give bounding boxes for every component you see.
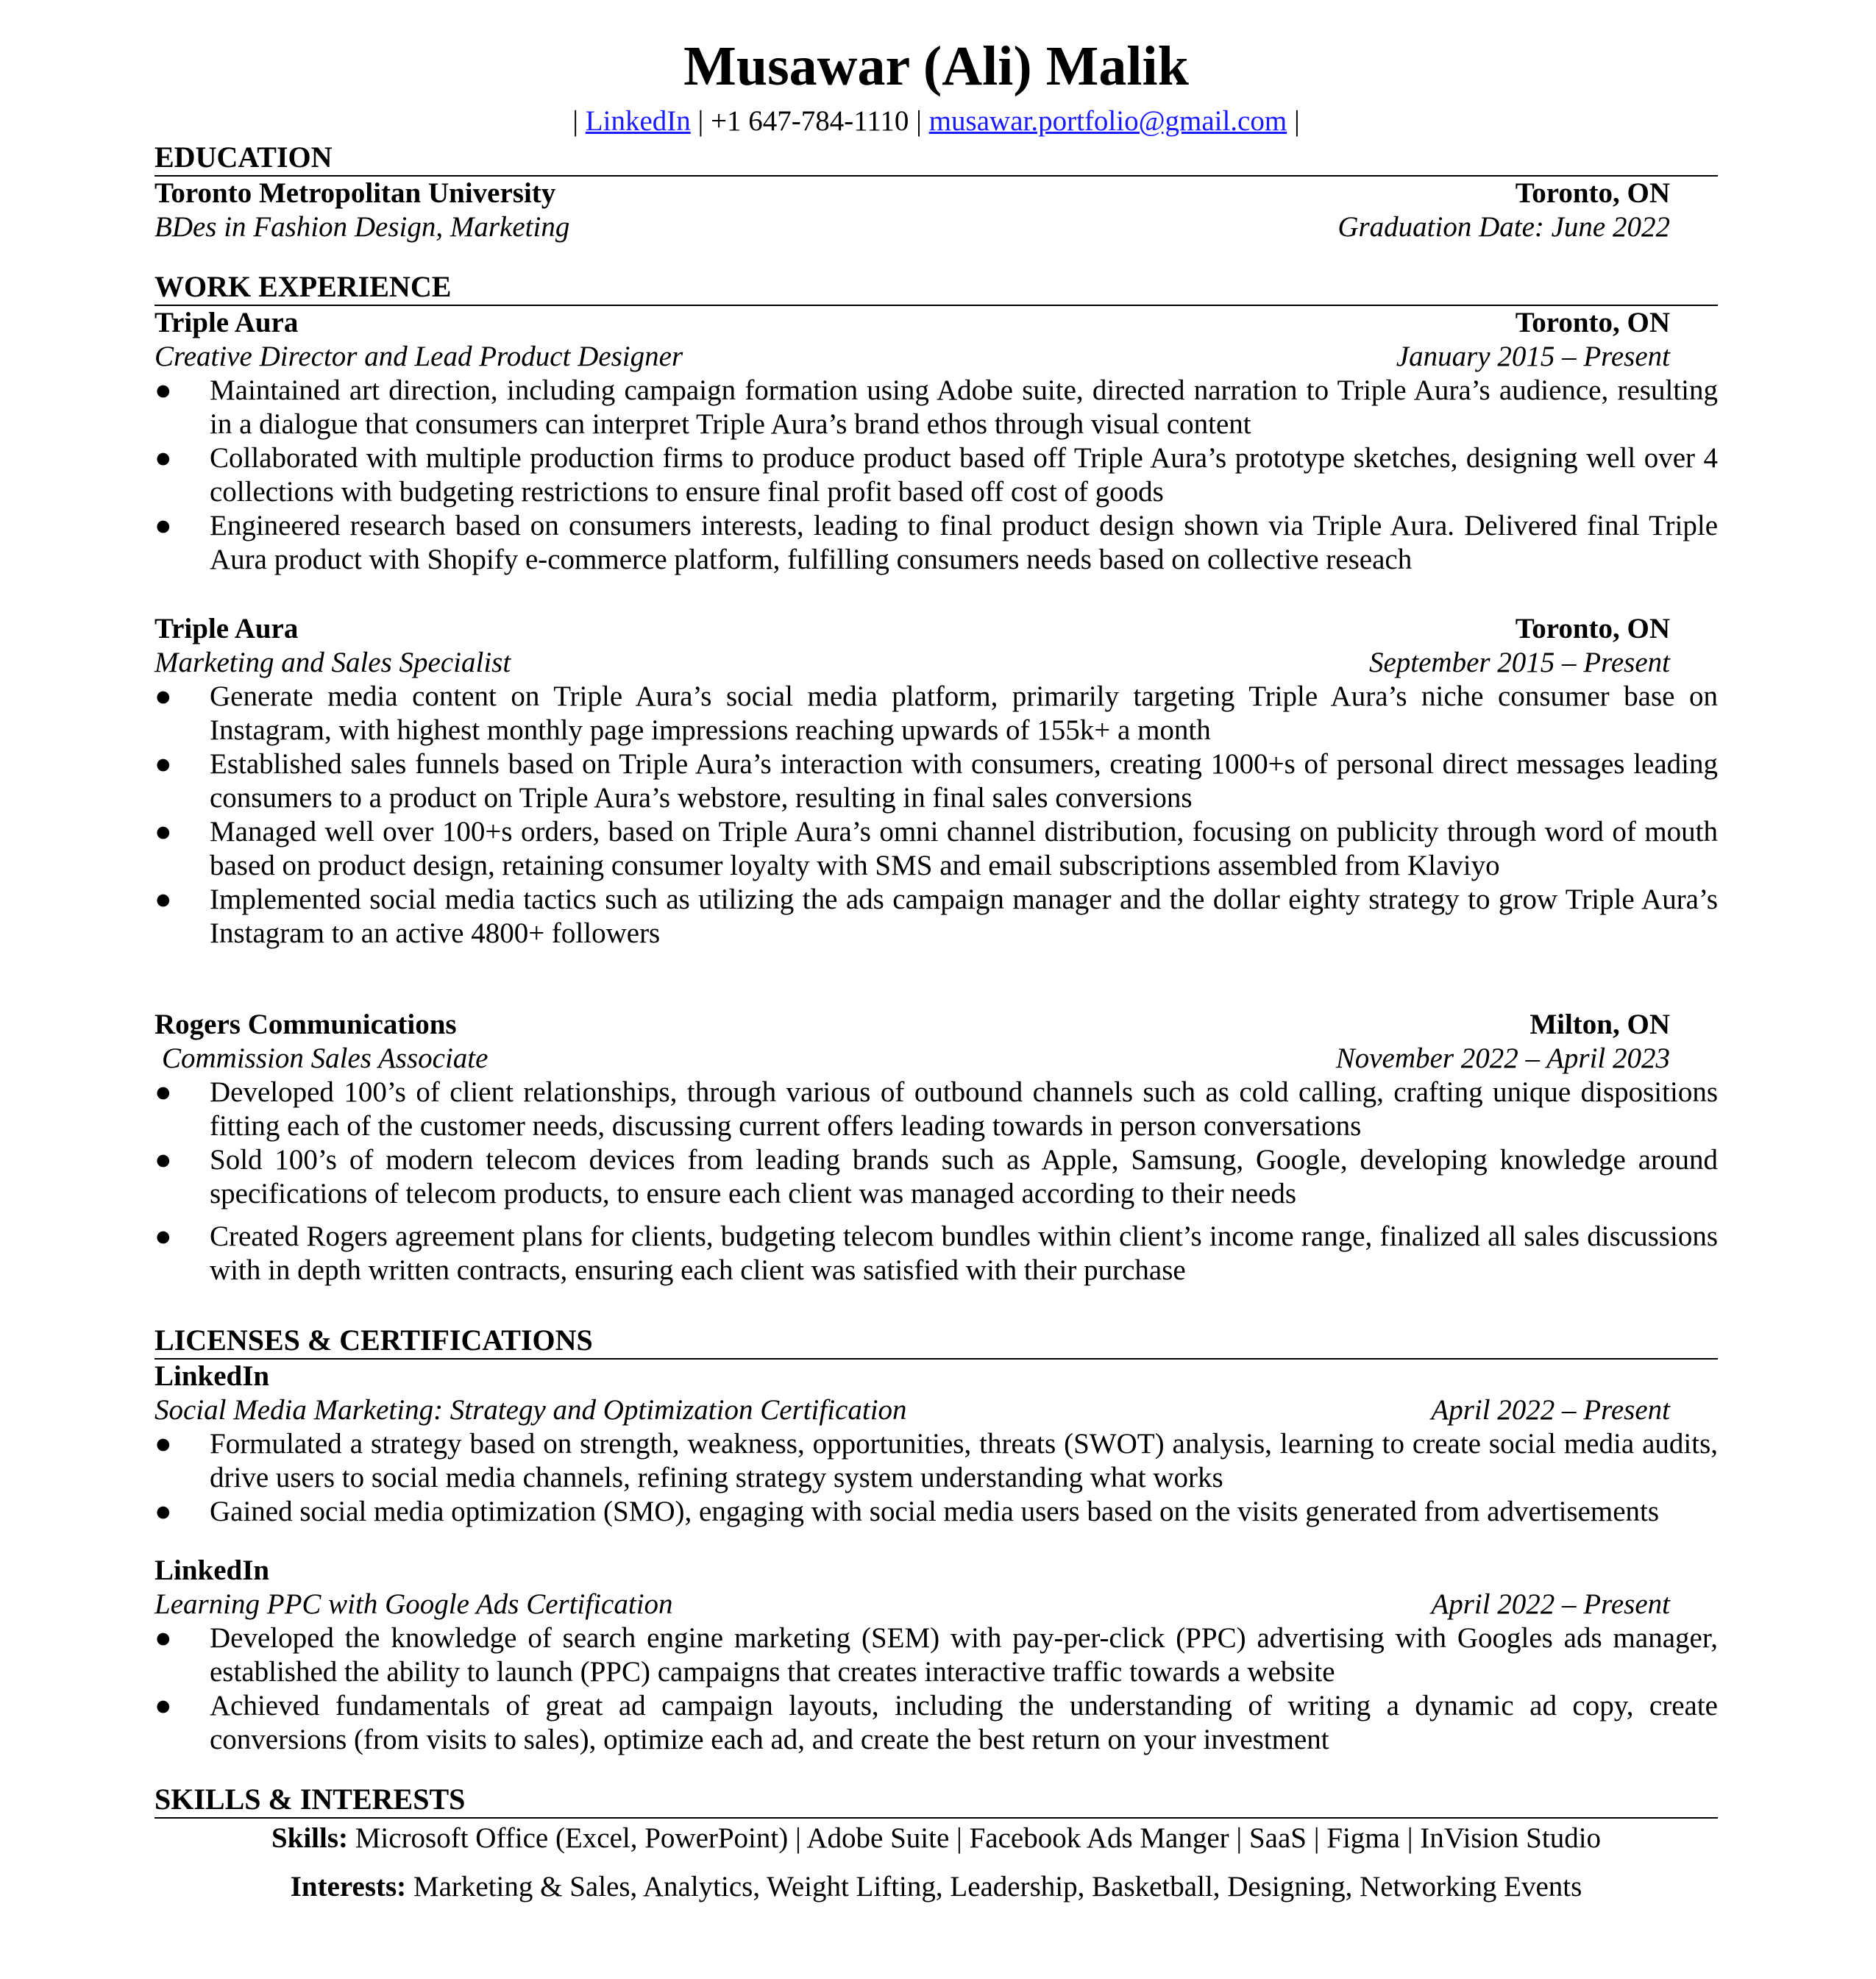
list-item: ● Established sales funnels based on Triple Aura’s interaction with consumers, creating 1000+s of personal direct messages leading consumers to a product on Triple Aura’s webstore, resulting in final sales conversions bbox=[154, 748, 1718, 814]
list-item: ● Generate media content on Triple Aura’s social media platform, primarily targeting Triple Aura’s niche consumer base on Instagram, with highest monthly page impressions reaching upwards of 155k+ a month bbox=[154, 681, 1718, 746]
candidate-name: Musawar (Ali) Malik bbox=[683, 35, 1189, 97]
linkedin-link[interactable]: LinkedIn bbox=[585, 105, 691, 137]
interests-line bbox=[154, 1870, 1718, 1904]
job-role: Creative Director and Lead Product Designer bbox=[154, 341, 683, 372]
job-location: Toronto, ON bbox=[1515, 613, 1670, 644]
education-detail bbox=[154, 210, 1718, 244]
work-experience-section bbox=[154, 269, 1718, 1287]
employer: Triple Aura bbox=[154, 307, 299, 338]
list-item: ● Formulated a strategy based on strength, weakness, opportunities, threats (SWOT) analysis, learning to create social media audits, drive users to social media channels, refining strategy system understanding what works bbox=[154, 1428, 1718, 1493]
skills-line bbox=[154, 1822, 1718, 1855]
job-date: January 2015 – Present bbox=[1396, 341, 1670, 372]
licenses-section bbox=[154, 1323, 1718, 1757]
certification-name: Learning PPC with Google Ads Certification bbox=[154, 1588, 673, 1620]
interests-label: Interests: bbox=[290, 1871, 407, 1902]
email-link[interactable]: musawar.portfolio@gmail.com bbox=[928, 105, 1287, 137]
separator: | bbox=[697, 105, 704, 137]
list-item: ● Maintained art direction, including campaign formation using Adobe suite, directed narration to Triple Aura’s audience, resulting in a dialogue that consumers can interpret Triple Aura’s brand ethos through visual content bbox=[154, 374, 1718, 440]
bullet-icon: ● bbox=[154, 1144, 172, 1176]
bullet-icon: ● bbox=[154, 1076, 172, 1108]
school-name: Toronto Metropolitan University bbox=[154, 177, 556, 209]
bullet-icon: ● bbox=[154, 510, 172, 541]
bullet-icon: ● bbox=[154, 884, 172, 915]
issuer: LinkedIn bbox=[154, 1360, 270, 1392]
bullet-icon: ● bbox=[154, 748, 172, 780]
interests-value: Marketing & Sales, Analytics, Weight Lifting, Leadership, Basketball, Designing, Networking Events bbox=[406, 1871, 1582, 1902]
list-item: ● Sold 100’s of modern telecom devices from leading brands such as Apple, Samsung, Google, developing knowledge around specifications of telecom products, to ensure each client was managed according to their needs bbox=[154, 1144, 1718, 1209]
employer: Rogers Communications bbox=[154, 1009, 457, 1040]
bullet-list bbox=[154, 1427, 1718, 1529]
phone-number: +1 647-784-1110 bbox=[711, 105, 909, 137]
job-date: September 2015 – Present bbox=[1368, 647, 1670, 678]
list-item: ● Managed well over 100+s orders, based on Triple Aura’s omni channel distribution, focusing on publicity through word of mouth based on product design, retaining consumer loyalty with SMS and email subscriptions assembled from Klaviyo bbox=[154, 816, 1718, 881]
bullet-icon: ● bbox=[154, 1690, 172, 1722]
separator: | bbox=[572, 105, 579, 137]
bullet-icon: ● bbox=[154, 1221, 172, 1252]
bullet-icon: ● bbox=[154, 681, 172, 712]
certification-date: April 2022 – Present bbox=[1431, 1394, 1670, 1426]
bullet-icon: ● bbox=[154, 442, 172, 474]
skills-label: Skills: bbox=[271, 1822, 348, 1854]
section-title: EDUCATION bbox=[154, 140, 1718, 177]
job-date: November 2022 – April 2023 bbox=[1335, 1042, 1670, 1074]
certification-entry bbox=[154, 1554, 1718, 1757]
separator: | bbox=[916, 105, 922, 137]
bullet-icon: ● bbox=[154, 1428, 172, 1460]
bullet-list bbox=[154, 1076, 1718, 1287]
section-title: WORK EXPERIENCE bbox=[154, 269, 1718, 306]
list-item: ● Developed the knowledge of search engine marketing (SEM) with pay-per-click (PPC) advertising with Googles ads manager, established the ability to launch (PPC) campaigns that creates interactive traffic towards a website bbox=[154, 1622, 1718, 1688]
bullet-list bbox=[154, 374, 1718, 577]
education-header bbox=[154, 177, 1718, 210]
list-item: ● Collaborated with multiple production firms to produce product based off Triple Aura’s prototype sketches, designing well over 4 collections with budgeting restrictions to ensure final profit based off cost of goods bbox=[154, 442, 1718, 508]
skills-value: Microsoft Office (Excel, PowerPoint) | Adobe Suite | Facebook Ads Manger | SaaS | Figma | InVision Studio bbox=[348, 1822, 1602, 1854]
issuer: LinkedIn bbox=[154, 1555, 270, 1586]
job-entry bbox=[154, 612, 1718, 951]
section-title: SKILLS & INTERESTS bbox=[154, 1782, 1718, 1819]
degree: BDes in Fashion Design, Marketing bbox=[154, 211, 570, 243]
resume-page bbox=[154, 29, 1718, 1904]
certification-name: Social Media Marketing: Strategy and Optimization Certification bbox=[154, 1394, 907, 1426]
list-item: ● Achieved fundamentals of great ad campaign layouts, including the understanding of writing a dynamic ad copy, create conversions (from visits to sales), optimize each ad, and create the best return on your investment bbox=[154, 1690, 1718, 1755]
list-item: ● Gained social media optimization (SMO), engaging with social media users based on the visits generated from advertisements bbox=[154, 1496, 1660, 1527]
bullet-icon: ● bbox=[154, 1622, 172, 1654]
job-entry bbox=[154, 306, 1718, 577]
bullet-icon: ● bbox=[154, 1496, 172, 1527]
bullet-list bbox=[154, 1621, 1718, 1757]
skills-section bbox=[154, 1782, 1718, 1904]
job-location: Toronto, ON bbox=[1515, 307, 1670, 338]
job-location: Milton, ON bbox=[1529, 1009, 1670, 1040]
job-role: Marketing and Sales Specialist bbox=[154, 647, 511, 678]
school-location: Toronto, ON bbox=[1515, 177, 1670, 209]
job-role: Commission Sales Associate bbox=[162, 1042, 488, 1074]
certification-date: April 2022 – Present bbox=[1431, 1588, 1670, 1620]
education-section bbox=[154, 140, 1718, 244]
certification-entry bbox=[154, 1360, 1718, 1529]
bullet-icon: ● bbox=[154, 374, 172, 406]
list-item: ● Created Rogers agreement plans for clients, budgeting telecom bundles within client’s income range, finalized all sales discussions with in depth written contracts, ensuring each client was satisfied with their purchase bbox=[154, 1221, 1718, 1286]
separator: | bbox=[1293, 105, 1300, 137]
job-entry bbox=[154, 1008, 1718, 1287]
graduation-date: Graduation Date: June 2022 bbox=[1337, 211, 1670, 243]
employer: Triple Aura bbox=[154, 613, 299, 644]
list-item: ● Implemented social media tactics such as utilizing the ads campaign manager and the dollar eighty strategy to grow Triple Aura’s Instagram to an active 4800+ followers bbox=[154, 884, 1718, 949]
section-title: LICENSES & CERTIFICATIONS bbox=[154, 1323, 1718, 1360]
bullet-icon: ● bbox=[154, 816, 172, 848]
list-item: ● Engineered research based on consumers interests, leading to final product design shown via Triple Aura. Delivered final Triple Aura product with Shopify e-commerce platform, fulfilling consumers needs based on collective reseach bbox=[154, 510, 1718, 575]
bullet-list bbox=[154, 680, 1718, 951]
list-item: ● Developed 100’s of client relationships, through various of outbound channels such as cold calling, crafting unique dispositions fitting each of the customer needs, discussing current offers leading towards in person conversations bbox=[154, 1076, 1718, 1142]
contact-line bbox=[154, 103, 1718, 140]
